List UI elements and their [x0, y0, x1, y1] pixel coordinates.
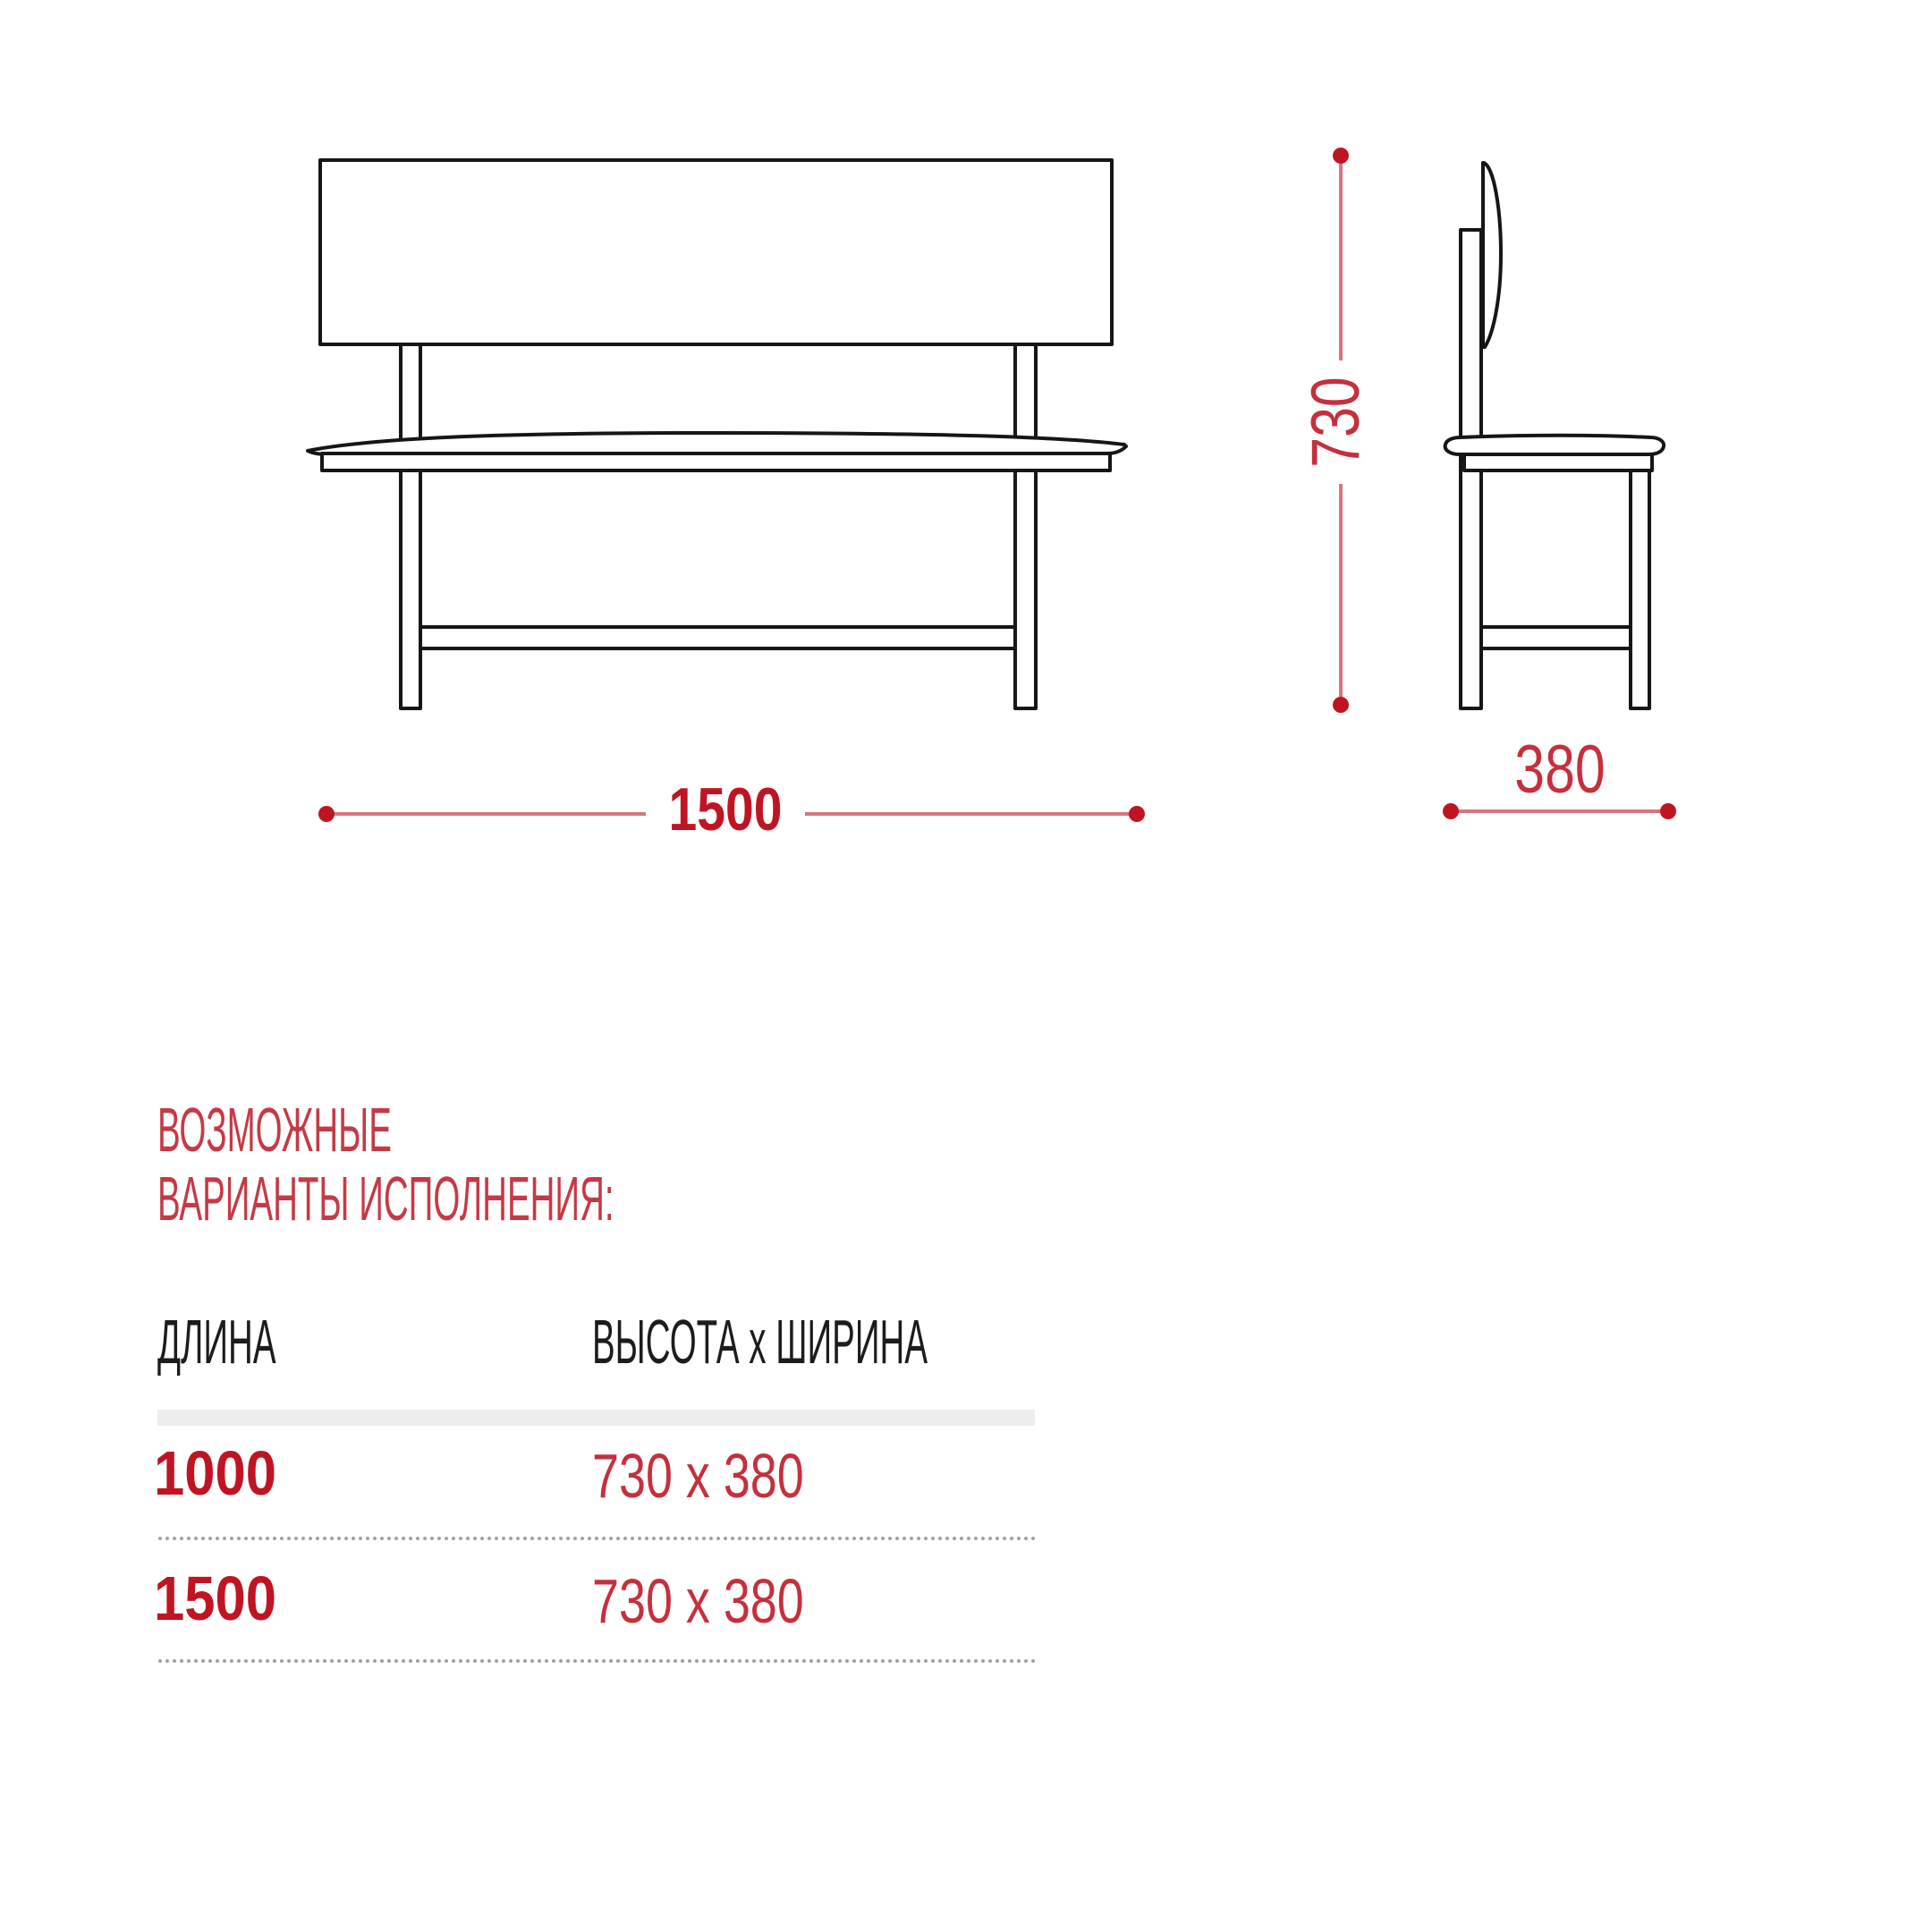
- depth-dot-left: [1443, 803, 1459, 819]
- side-seat-plank: [1445, 436, 1664, 454]
- front-seat-plank: [308, 433, 1126, 454]
- length-dot-right: [1129, 806, 1145, 822]
- table-row-separator: [157, 1536, 1035, 1541]
- variants-title-line2: ВАРИАНТЫ ИСПОЛНЕНИЯ:: [157, 1164, 614, 1233]
- table-row-dimensions-value: 730 x 380: [592, 1566, 804, 1636]
- depth-dimension-label: 380: [1514, 732, 1606, 808]
- table-row-length-value: 1000: [154, 1438, 277, 1508]
- side-backrest-crescent: [1483, 163, 1501, 347]
- table-row-length-value: 1500: [154, 1563, 277, 1633]
- depth-dot-right: [1660, 803, 1676, 819]
- bench-front-view: [308, 160, 1126, 708]
- bench-side-view: [1445, 163, 1664, 708]
- side-seat-apron: [1464, 454, 1652, 470]
- front-backrest-panel: [320, 160, 1112, 344]
- table-row-dimensions-value: 730 x 380: [592, 1441, 804, 1511]
- front-seat-apron: [322, 453, 1110, 470]
- table-header-divider-bar: [157, 1410, 1035, 1426]
- side-stretcher: [1481, 627, 1631, 648]
- length-dot-left: [318, 806, 335, 822]
- table-header-length: ДЛИНА: [157, 1307, 276, 1377]
- height-dimension-label: 730: [1298, 377, 1374, 468]
- front-stretcher: [420, 627, 1015, 648]
- side-rear-leg: [1631, 454, 1649, 708]
- height-dot-top: [1333, 148, 1349, 164]
- front-left-leg: [401, 344, 420, 708]
- table-row-separator: [157, 1658, 1035, 1664]
- table-header-dimensions: ВЫСОТА x ШИРИНА: [592, 1307, 928, 1377]
- length-dimension-label: 1500: [668, 775, 783, 843]
- variants-title-line1: ВОЗМОЖНЫЕ: [157, 1095, 392, 1165]
- height-dot-bottom: [1333, 697, 1349, 713]
- front-right-leg: [1015, 344, 1036, 708]
